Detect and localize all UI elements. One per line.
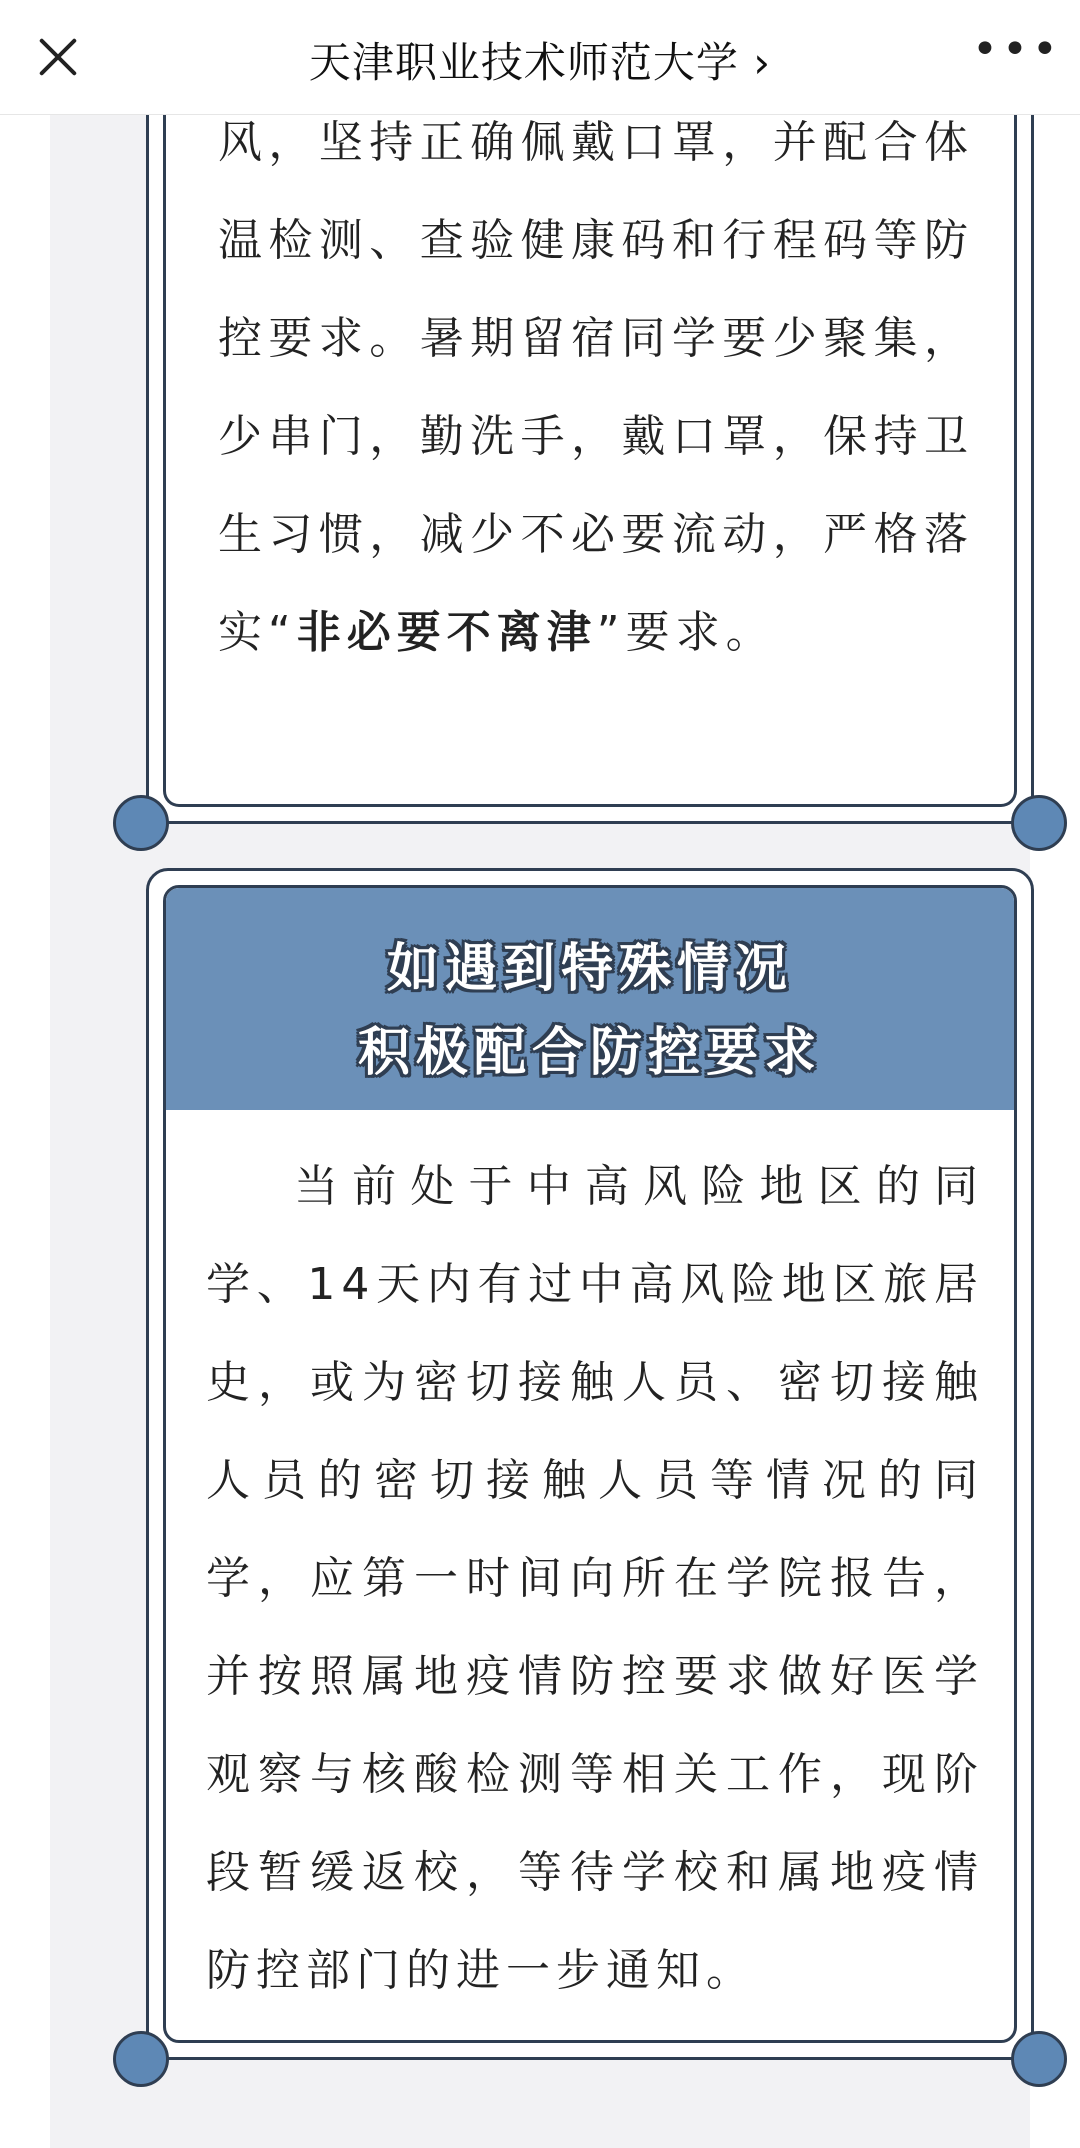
corner-dot-decoration xyxy=(1011,795,1067,851)
notice-card-stay-on-campus xyxy=(146,84,1034,824)
card-body-text xyxy=(218,94,974,682)
notice-card-special-cases xyxy=(146,868,1034,2060)
card-title-line-1: 如遇到特殊情况 xyxy=(386,939,793,999)
account-title[interactable]: 天津职业技术师范大学 › xyxy=(308,38,772,87)
more-options-icon[interactable]: ••• xyxy=(972,24,1062,75)
card-body-end: ”要求。 xyxy=(596,607,776,658)
top-navigation-bar xyxy=(0,0,1080,115)
article-content xyxy=(50,114,1030,2148)
card-body-text: 当前处于中高风险地区的同学、14天内有过中高风险地区旅居史，或为密切接触人员、密切接触人员的密切接触人员等情况的同学，应第一时间向所在学院报告，并按照属地疫情防控要求做好医学观察与核酸检测等相关工作，现阶段暂缓返校，等待学校和属地疫情防控部门的进一步通知。 xyxy=(206,1161,984,1996)
corner-dot-decoration xyxy=(1011,2031,1067,2087)
card-header-banner xyxy=(166,888,1014,1110)
article-page xyxy=(0,114,1080,2148)
card-title-line-2: 积极配合防控要求 xyxy=(357,1023,822,1083)
card-body-partial: 风，坚持正确佩戴口罩，并配合体温检测、查验健康码和行程码等防控要求。暑期留宿同学要少聚集，少串门，勤洗手，戴口罩，保持卫生习惯，减少不必要流动，严格落实“ xyxy=(218,117,974,658)
card-body-bold-phrase: 非必要不离津 xyxy=(296,607,597,658)
card-inner-frame xyxy=(163,84,1017,807)
corner-dot-decoration xyxy=(113,2031,169,2087)
corner-dot-decoration xyxy=(113,795,169,851)
card-inner-frame xyxy=(163,885,1017,2043)
